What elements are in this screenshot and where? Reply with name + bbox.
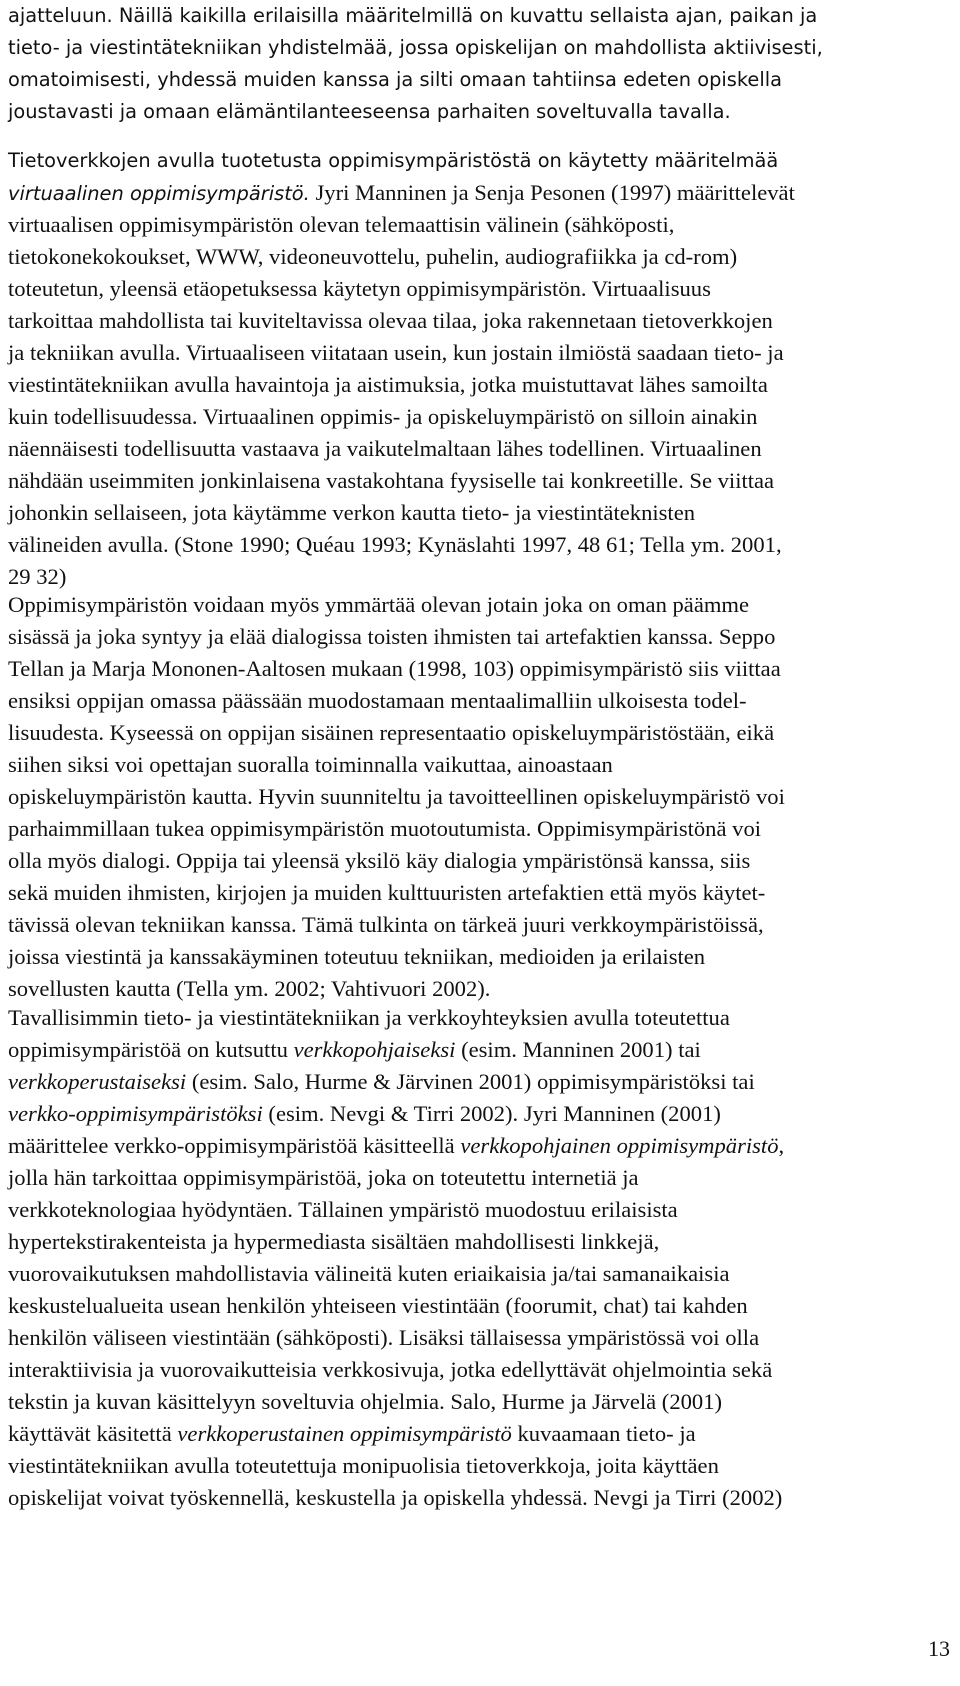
text-line	[8, 209, 948, 241]
text-line	[8, 941, 948, 973]
text-run: tävissä olevan tekniikan kanssa. Tämä tulkinta on tärkeä juuri verkkoympäristöissä,	[8, 912, 764, 937]
text-run: toteutetun, yleensä etäopetuksessa käytetyn oppimisympäristön. Virtuaalisuus	[8, 276, 711, 301]
text-run: tekstin ja kuvan käsittelyyn soveltuvia ohjelmia. Salo, Hurme ja Järvelä (2001)	[8, 1389, 723, 1414]
italic-term: verkkopohjaiseksi	[293, 1037, 456, 1062]
text-run: 29 32)	[8, 564, 67, 589]
text-run: Tavallisimmin tieto- ja viestintätekniikan ja verkkoyhteyksien avulla toteutettua	[8, 1005, 730, 1030]
text-run: nähdään useimmiten jonkinlaisena vastakohtana fyysiselle tai konkreetille. Se viittaa	[8, 468, 775, 493]
text-line	[8, 749, 948, 781]
text-line	[8, 1322, 948, 1354]
italic-term: verkko-oppimisympäristöksi	[8, 1101, 263, 1126]
text-line	[8, 1194, 948, 1226]
text-line	[8, 241, 948, 273]
text-line	[8, 1290, 948, 1322]
text-line	[8, 337, 948, 369]
text-line	[8, 177, 948, 209]
text-line	[8, 845, 948, 877]
text-run: ensiksi oppijan omassa päässään muodostamaan mentaalimalliin ulkoisesta todel-	[8, 688, 747, 713]
text-line	[8, 781, 948, 813]
text-run: sekä muiden ihmisten, kirjojen ja muiden kulttuuristen artefaktien että myös käytet-	[8, 880, 766, 905]
italic-term: verkkoperustaiseksi	[8, 1069, 187, 1094]
text-line	[8, 1002, 948, 1034]
text-run: henkilön väliseen viestintään (sähköposti). Lisäksi tällaisessa ympäristössä voi olla	[8, 1325, 760, 1350]
text-run: viestintätekniikan avulla toteutettuja monipuolisia tietoverkkoja, joita käyttäen	[8, 1453, 719, 1478]
text-line	[8, 1226, 948, 1258]
text-run: ,	[778, 1133, 785, 1158]
text-line	[8, 1258, 948, 1290]
text-run: opiskeluympäristön kautta. Hyvin suunniteltu ja tavoitteellinen opiskeluympäristö voi	[8, 784, 785, 809]
text-run: jolla hän tarkoittaa oppimisympäristöä, joka on toteutettu internetiä ja	[8, 1165, 639, 1190]
text-line	[8, 401, 948, 433]
text-line	[8, 529, 948, 561]
paragraph-learning-environment-definitions	[8, 0, 948, 128]
text-run: kuin todellisuudessa. Virtuaalinen oppimis- ja opiskeluympäristö on silloin ainakin	[8, 404, 758, 429]
text-run: vuorovaikutuksen mahdollistavia välineitä kuten eriaikaisia ja/tai samanaikaisia	[8, 1261, 730, 1286]
text-run: sovellusten kautta (Tella ym. 2002; Vahtivuori 2002).	[8, 976, 491, 1001]
text-line	[8, 32, 948, 64]
text-run: johonkin sellaiseen, jota käytämme verkon kautta tieto- ja viestintäteknisten	[8, 500, 696, 525]
text-run: tietokonekokoukset, WWW, videoneuvottelu, puhelin, audiografiikka ja cd-rom)	[8, 244, 738, 269]
text-line	[8, 433, 948, 465]
text-run: käyttävät käsitettä	[8, 1421, 178, 1446]
text-line	[8, 1034, 948, 1066]
text-line	[8, 1098, 948, 1130]
text-line	[8, 973, 948, 1005]
text-line	[8, 1386, 948, 1418]
text-line	[8, 0, 948, 32]
text-line	[8, 685, 948, 717]
text-run: Tietoverkkojen avulla tuotetusta oppimisympäristöstä on käytetty määritelmää	[8, 149, 779, 172]
text-run: viestintätekniikan avulla havaintoja ja aistimuksia, jotka muistuttavat lähes samoilta	[8, 372, 768, 397]
text-run: omatoimisesti, yhdessä muiden kanssa ja silti omaan tahtiinsa edeten opiskella	[8, 68, 783, 91]
italic-term: verkkoperustainen oppimisympäristö	[177, 1421, 512, 1446]
text-line	[8, 369, 948, 401]
text-line	[8, 64, 948, 96]
text-run: verkkoteknologiaa hyödyntäen. Tällainen ympäristö muodostuu erilaisista	[8, 1197, 678, 1222]
text-run: opiskelijat voivat työskennellä, keskustella ja opiskella yhdessä. Nevgi ja Tirri (2002)	[8, 1485, 783, 1510]
text-run: virtuaalisen oppimisympäristön olevan telemaattisin välinein (sähköposti,	[8, 212, 675, 237]
text-run: tieto- ja viestintätekniikan yhdistelmää, jossa opiskelijan on mahdollista aktiivisesti,	[8, 36, 823, 59]
text-line	[8, 1354, 948, 1386]
text-run: siihen siksi voi opettajan suoralla toiminnalla vaikuttaa, ainoastaan	[8, 752, 613, 777]
page-number: 13	[928, 1636, 950, 1661]
text-run: kuvaamaan tieto- ja	[511, 1421, 696, 1446]
text-run: joustavasti ja omaan elämäntilanteeseensa parhaiten soveltuvalla tavalla.	[8, 100, 731, 123]
text-run: välineiden avulla. (Stone 1990; Quéau 1993; Kynäslahti 1997, 48 61; Tella ym. 2001,	[8, 532, 782, 557]
paragraph-virtual-learning-environment	[8, 145, 948, 593]
text-run: määrittelee verkko-oppimisympäristöä käsitteellä	[8, 1133, 461, 1158]
text-run: (esim. Salo, Hurme & Järvinen 2001) oppimisympäristöksi tai	[186, 1069, 755, 1094]
text-run: olla myös dialogi. Oppija tai yleensä yksilö käy dialogia ympäristönsä kanssa, siis	[8, 848, 751, 873]
text-line	[8, 813, 948, 845]
text-line	[8, 653, 948, 685]
text-line	[8, 621, 948, 653]
text-run: sisässä ja joka syntyy ja elää dialogissa toisten ihmisten tai artefaktien kanssa. Seppo	[8, 624, 776, 649]
text-run: ajatteluun. Näillä kaikilla erilaisilla määritelmillä on kuvattu sellaista ajan, paikan ja	[8, 4, 818, 27]
italic-term: virtuaalinen oppimisympäristö.	[8, 182, 310, 205]
text-run: hypertekstirakenteista ja hypermediasta sisältäen mahdollisesti linkkejä,	[8, 1229, 660, 1254]
paragraph-web-based-learning-environment	[8, 1002, 948, 1514]
text-line	[8, 96, 948, 128]
text-line	[8, 717, 948, 749]
text-run: parhaimmillaan tukea oppimisympäristön muotoutumista. Oppimisympäristönä voi	[8, 816, 762, 841]
text-line	[8, 273, 948, 305]
text-line	[8, 589, 948, 621]
text-line	[8, 497, 948, 529]
text-run: oppimisympäristöä on kutsuttu	[8, 1037, 294, 1062]
text-line	[8, 1450, 948, 1482]
text-run: näennäisesti todellisuutta vastaava ja vaikutelmaltaan lähes todellinen. Virtuaalinen	[8, 436, 762, 461]
text-line	[8, 465, 948, 497]
text-line	[8, 1418, 948, 1450]
text-line	[8, 1482, 948, 1514]
text-run: joissa viestintä ja kanssakäyminen toteutuu tekniikan, medioiden ja erilaisten	[8, 944, 706, 969]
text-line	[8, 1162, 948, 1194]
italic-term: verkkopohjainen oppimisympäristö	[460, 1133, 779, 1158]
text-run: ja tekniikan avulla. Virtuaaliseen viitataan usein, kun jostain ilmiöstä saadaan tieto- ja	[8, 340, 784, 365]
text-line	[8, 877, 948, 909]
text-run: Jyri Manninen ja Senja Pesonen (1997) määrittelevät	[309, 180, 795, 205]
text-run: keskustelualueita usean henkilön yhteiseen viestintään (foorumit, chat) tai kahden	[8, 1293, 748, 1318]
text-run: lisuudesta. Kyseessä on oppijan sisäinen representaatio opiskeluympäristöstään, eikä	[8, 720, 775, 745]
text-run: Oppimisympäristön voidaan myös ymmärtää olevan jotain joka on oman päämme	[8, 592, 750, 617]
text-run: (esim. Manninen 2001) tai	[455, 1037, 701, 1062]
text-line	[8, 305, 948, 337]
text-line	[8, 145, 948, 177]
text-line	[8, 1066, 948, 1098]
paragraph-learning-environment-dialogue	[8, 589, 948, 1005]
text-line	[8, 1130, 948, 1162]
text-run: tarkoittaa mahdollista tai kuviteltavissa olevaa tilaa, joka rakennetaan tietoverkkojen	[8, 308, 773, 333]
text-run: (esim. Nevgi & Tirri 2002). Jyri Manninen (2001)	[262, 1101, 721, 1126]
text-run: Tellan ja Marja Mononen-Aaltosen mukaan (1998, 103) oppimisympäristö siis viittaa	[8, 656, 781, 681]
text-line	[8, 909, 948, 941]
text-run: interaktiivisia ja vuorovaikutteisia verkkosivuja, jotka edellyttävät ohjelmointia sekä	[8, 1357, 773, 1382]
